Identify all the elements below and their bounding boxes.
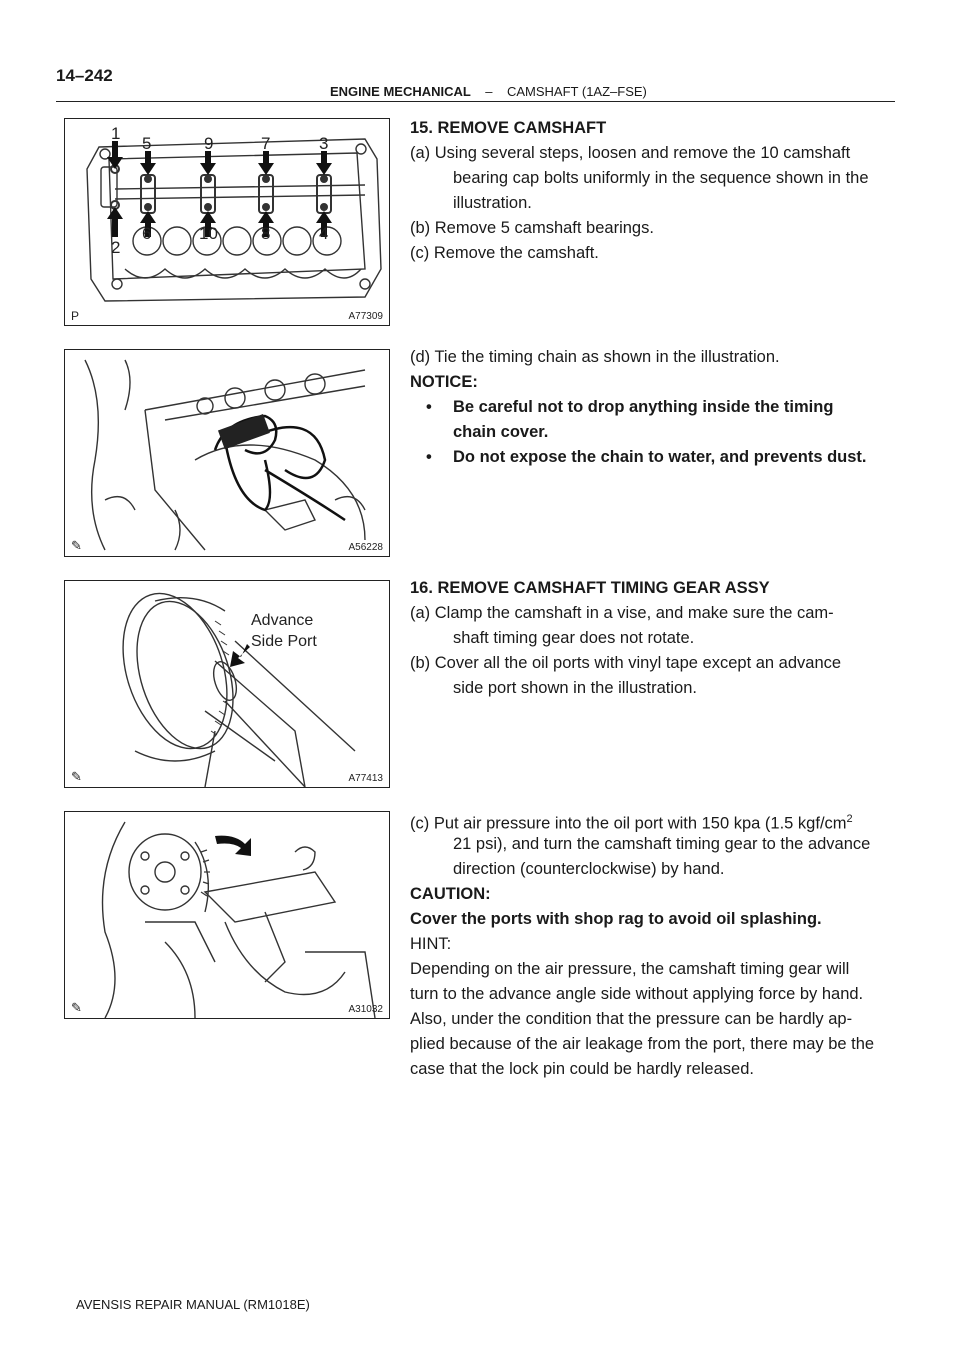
- step-15a-cont: bearing cap bolts uniformly in the sequence shown in the: [453, 169, 869, 187]
- figure-code: A77413: [348, 773, 383, 784]
- page-header: [330, 84, 647, 99]
- figure-code: A56228: [348, 542, 383, 553]
- page-number: 14–242: [56, 66, 113, 85]
- step-16c-cont: 21 psi), and turn the camshaft timing gear to the advance: [453, 835, 871, 853]
- step-16a-cont: shaft timing gear does not rotate.: [453, 629, 695, 647]
- svg-text:✎: ✎: [71, 538, 82, 553]
- step-16c: (c) Put air pressure into the oil port with 150 kpa (1.5 kgf/$cm^2$: [410, 813, 853, 833]
- step-15a-cont: illustration.: [453, 194, 532, 212]
- arrow-icon: [230, 644, 250, 667]
- step-15d: (d) Tie the timing chain as shown in the illustration.: [410, 348, 780, 366]
- hint-text: plied because of the air leakage from the port, there may be the: [410, 1035, 875, 1053]
- figure-bolt-sequence: [64, 118, 390, 326]
- advance-side-port-label: Advance Side Port: [251, 612, 317, 650]
- figure-advance-port: [64, 580, 390, 788]
- hint-heading: HINT:: [410, 935, 452, 953]
- timing-gear-illustration: [65, 581, 389, 787]
- notice-item-2: Do not expose the chain to water, and prevents dust.: [453, 448, 867, 466]
- hint-text: case that the lock pin could be hardly released.: [410, 1060, 754, 1078]
- step-16b-cont: side port shown in the illustration.: [453, 679, 697, 697]
- caution-text: Cover the ports with shop rag to avoid oil splashing.: [410, 910, 822, 928]
- bolt-number: 8: [261, 224, 271, 243]
- step-16a: (a) Clamp the camshaft in a vise, and make sure the cam-: [410, 604, 834, 622]
- step-15c: (c) Remove the camshaft.: [410, 244, 599, 262]
- bolt-number: 1: [111, 124, 121, 143]
- bolt-number: 6: [142, 224, 152, 243]
- bolt-number: 4: [319, 224, 329, 243]
- bolt-number: 9: [204, 134, 214, 153]
- svg-text:✎: ✎: [71, 1000, 82, 1015]
- bolt-number: 10: [199, 224, 218, 243]
- header-separator: –: [485, 84, 493, 99]
- svg-text:✎: ✎: [71, 769, 82, 784]
- hint-text: turn to the advance angle side without applying force by hand.: [410, 985, 864, 1003]
- figure-code: A77309: [348, 311, 383, 322]
- rotation-arrow-icon: [215, 836, 251, 856]
- step-16b: (b) Cover all the oil ports with vinyl tape except an advance: [410, 654, 842, 672]
- header-section: ENGINE MECHANICAL: [330, 84, 471, 99]
- hint-text: Also, under the condition that the pressure can be hardly ap-: [410, 1010, 853, 1028]
- bolt-number: 7: [261, 134, 271, 153]
- bullet: •: [426, 398, 432, 416]
- footer-manual-name: AVENSIS REPAIR MANUAL (RM1018E): [76, 1297, 310, 1312]
- caution-heading: CAUTION:: [410, 885, 491, 903]
- bolt-number: 5: [142, 134, 152, 153]
- figure-timing-chain: [64, 349, 390, 557]
- air-gun-illustration: [65, 812, 389, 1018]
- figure-air-pressure: [64, 811, 390, 1019]
- bullet: •: [426, 448, 432, 466]
- cylinder-head-illustration: [65, 119, 389, 325]
- notice-heading: NOTICE:: [410, 373, 478, 391]
- header-subsection: CAMSHAFT (1AZ–FSE): [506, 84, 647, 99]
- header-rule: [56, 101, 895, 102]
- notice-item-1-cont: chain cover.: [453, 423, 549, 441]
- section-15-title: 15. REMOVE CAMSHAFT: [410, 119, 607, 137]
- bolt-number: 3: [319, 134, 329, 153]
- step-15a: (a) Using several steps, loosen and remove the 10 camshaft: [410, 144, 851, 162]
- bolt-number: 2: [111, 238, 121, 257]
- figure-corner-mark: P: [71, 309, 80, 323]
- notice-item-1: Be careful not to drop anything inside the timing: [453, 398, 834, 416]
- section-16-title: 16. REMOVE CAMSHAFT TIMING GEAR ASSY: [410, 579, 770, 597]
- timing-chain-illustration: [65, 350, 389, 556]
- step-16c-cont: direction (counterclockwise) by hand.: [453, 860, 725, 878]
- step-15b: (b) Remove 5 camshaft bearings.: [410, 219, 654, 237]
- hint-text: Depending on the air pressure, the camshaft timing gear will: [410, 960, 850, 978]
- figure-code: A31032: [348, 1004, 383, 1015]
